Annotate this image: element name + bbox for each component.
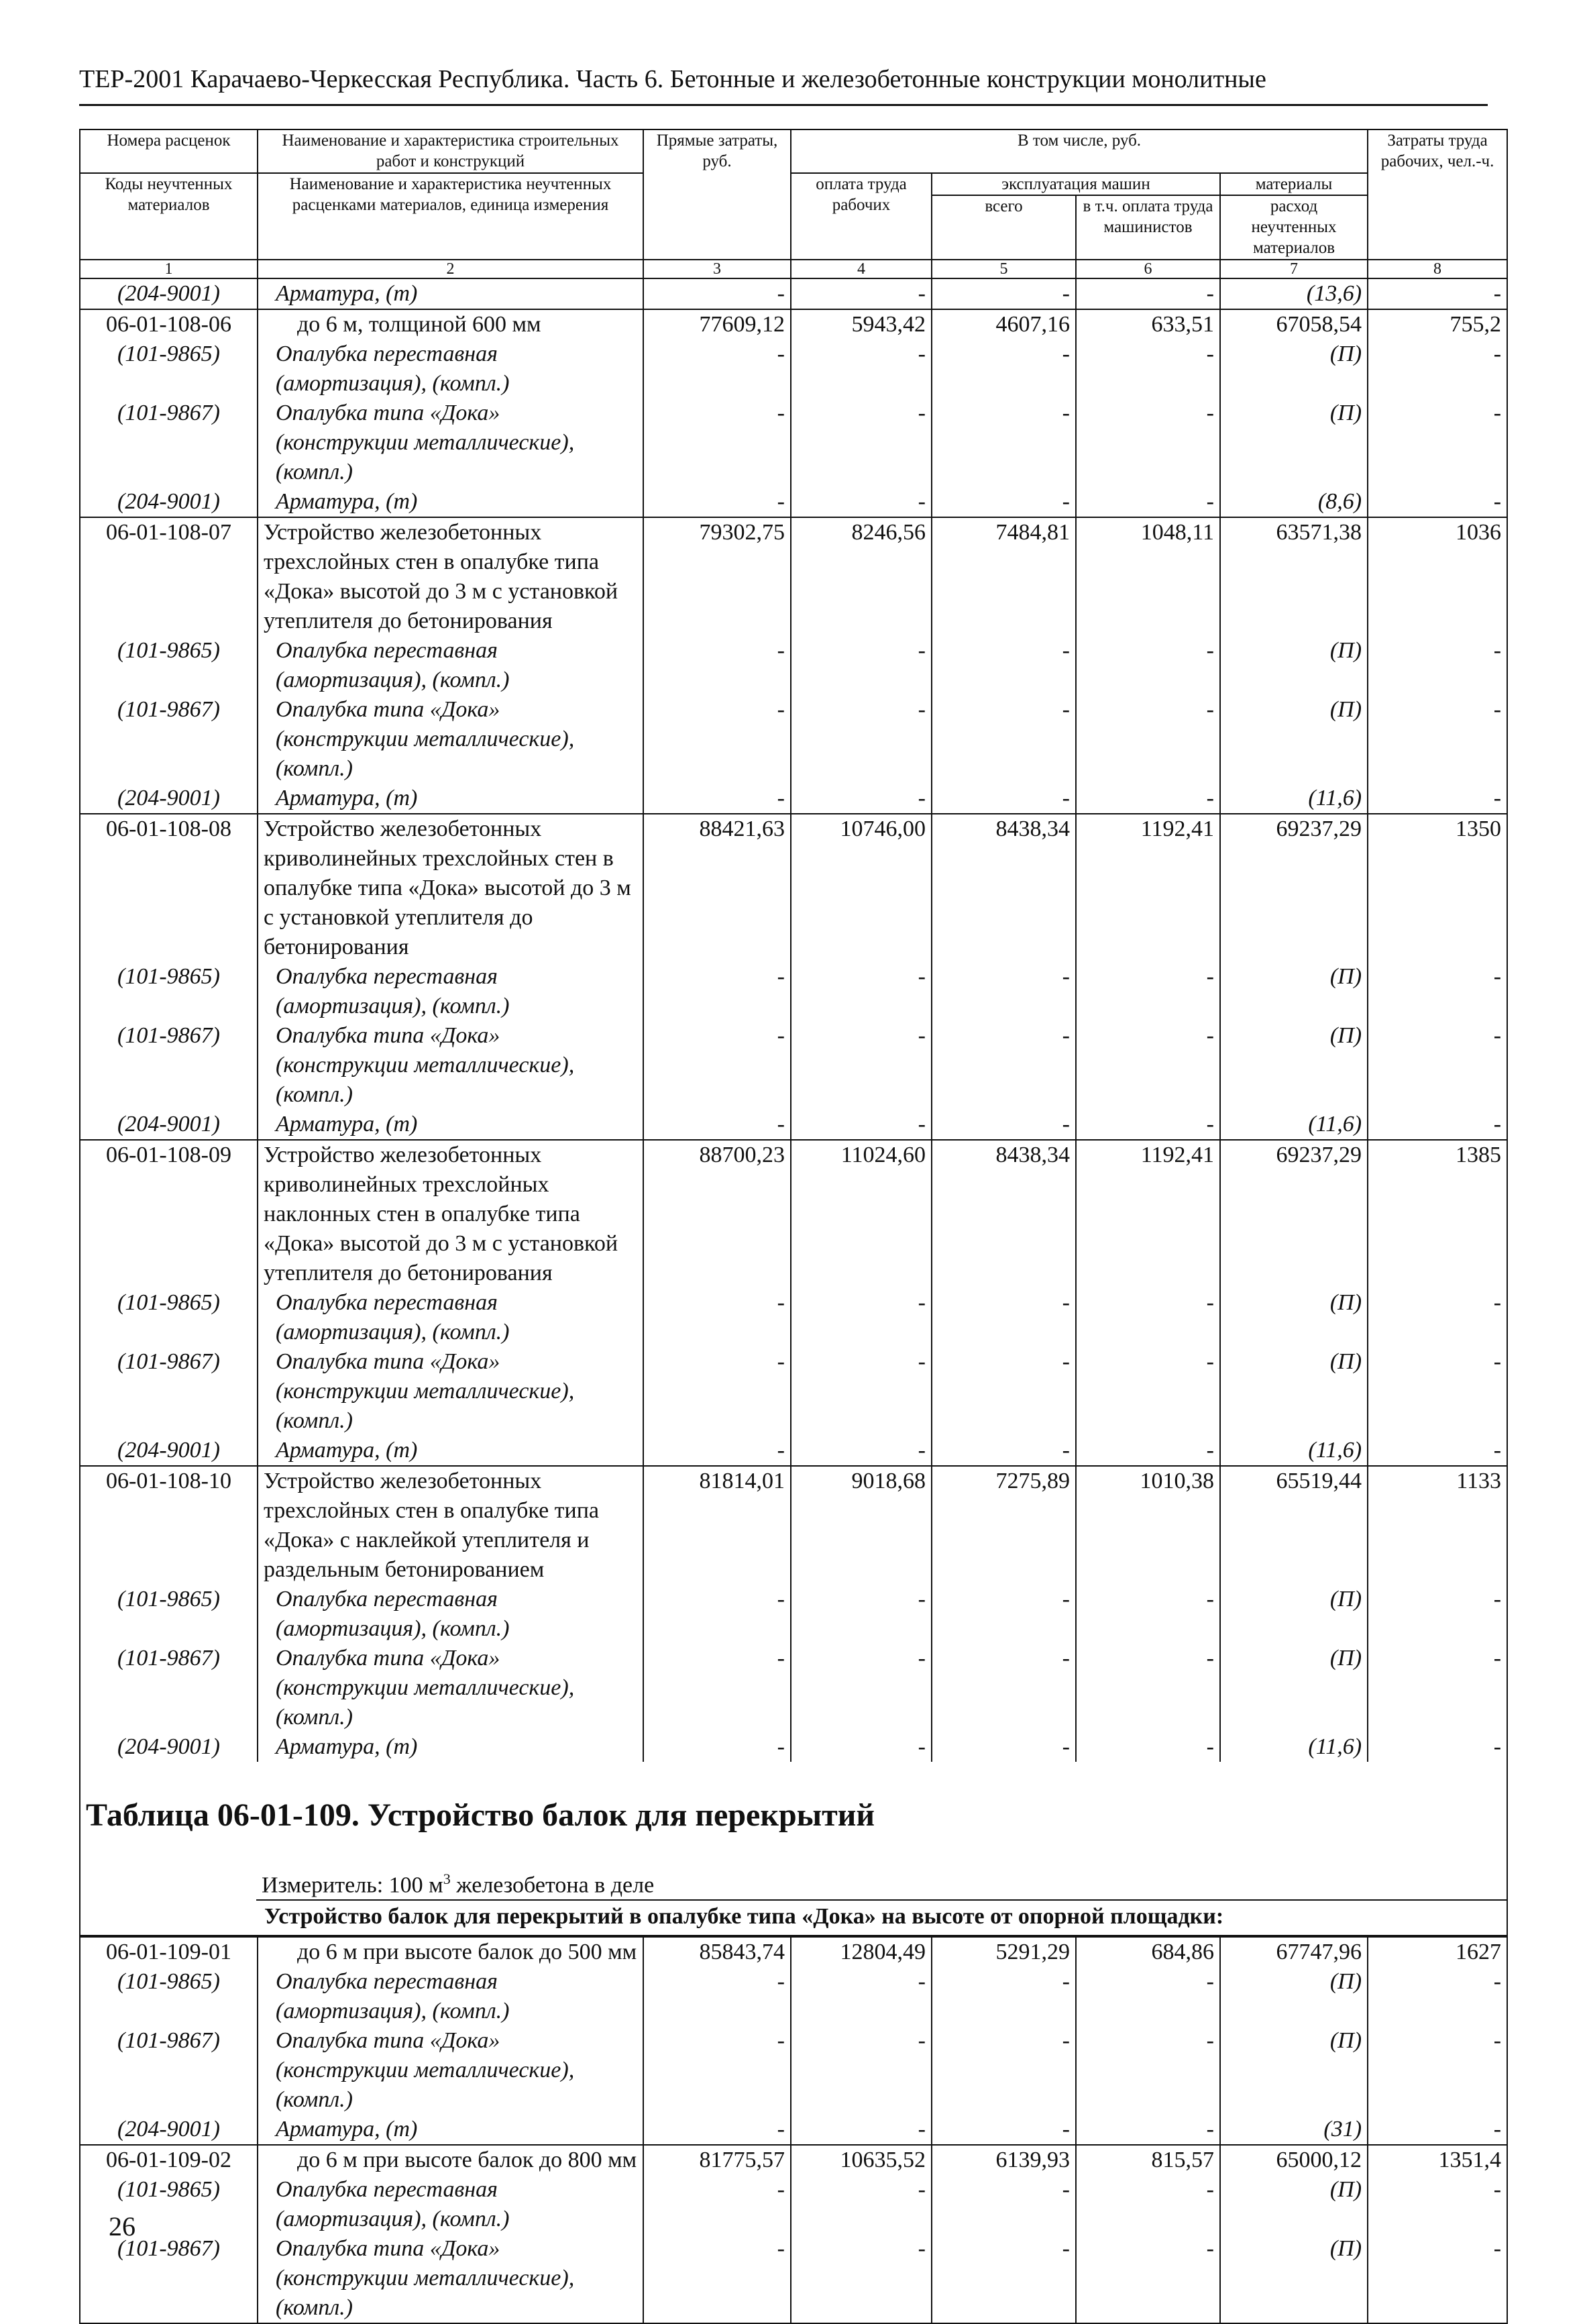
machinists-pay-cell: 1048,11	[1076, 517, 1220, 636]
materials-cell: (П)	[1220, 1347, 1368, 1436]
direct-costs-cell: -	[643, 399, 791, 487]
labor-hours-cell: -	[1368, 1967, 1507, 2026]
material-row	[80, 1288, 1507, 1347]
column-number: 1	[80, 260, 258, 278]
labor-hours-cell: -	[1368, 962, 1507, 1021]
direct-costs-cell: 88700,23	[643, 1140, 791, 1288]
machines-total-cell: 5291,29	[932, 1937, 1076, 1967]
machines-total-cell: -	[932, 695, 1076, 784]
labor-pay-cell: -	[791, 695, 932, 784]
description-cell: до 6 м при высоте балок до 500 мм	[258, 1937, 643, 1967]
labor-hours-cell: -	[1368, 636, 1507, 695]
direct-costs-cell: 79302,75	[643, 517, 791, 636]
machinists-pay-cell: -	[1076, 636, 1220, 695]
machinists-pay-cell: 1192,41	[1076, 814, 1220, 962]
labor-hours-cell: -	[1368, 1288, 1507, 1347]
direct-costs-cell: -	[643, 1021, 791, 1110]
rate-code-cell: 06-01-108-10	[80, 1466, 258, 1585]
description-cell: Опалубка переставная (амортизация), (компл.)	[258, 962, 643, 1021]
rate-code-cell: (101-9867)	[80, 399, 258, 487]
labor-pay-cell: 10746,00	[791, 814, 932, 962]
rate-code-cell: (101-9867)	[80, 2026, 258, 2115]
machinists-pay-cell: -	[1076, 962, 1220, 1021]
machinists-pay-cell: -	[1076, 2175, 1220, 2234]
rate-code-cell: (101-9867)	[80, 1347, 258, 1436]
description-cell: Устройство железобетонных криволинейных трехслойных стен в опалубке типа «Дока» высотой до 3 м с установкой утеплителя до бетонирования	[258, 814, 643, 962]
col1-top-header: Номера расценок	[80, 129, 258, 173]
description-cell: Опалубка переставная (амортизация), (компл.)	[258, 636, 643, 695]
rate-code-cell: 06-01-109-02	[80, 2145, 258, 2175]
materials-cell: (11,6)	[1220, 1732, 1368, 1762]
direct-costs-cell: -	[643, 695, 791, 784]
machines-total-cell: -	[932, 2026, 1076, 2115]
labor-hours-cell: 1351,4	[1368, 2145, 1507, 2175]
direct-costs-cell: -	[643, 1288, 791, 1347]
machinists-pay-cell: -	[1076, 1436, 1220, 1466]
labor-hours-cell: -	[1368, 695, 1507, 784]
labor-pay-cell: 12804,49	[791, 1937, 932, 1967]
rate-row	[80, 1466, 1507, 1585]
rate-code-cell: (101-9865)	[80, 636, 258, 695]
rates-body-2	[80, 1937, 1507, 2323]
labor-hours-cell: -	[1368, 1732, 1507, 1762]
materials-cell: (П)	[1220, 1644, 1368, 1732]
description-cell: Опалубка типа «Дока» (конструкции металлические), (компл.)	[258, 695, 643, 784]
section-meter: Измеритель: 100 $м^3$ железобетона в деле	[262, 1870, 655, 1897]
description-cell: Опалубка переставная (амортизация), (компл.)	[258, 1288, 643, 1347]
labor-pay-cell: -	[791, 636, 932, 695]
direct-costs-header: Прямые затраты, руб.	[643, 129, 791, 260]
labor-pay-cell: -	[791, 1732, 932, 1762]
description-cell: Опалубка переставная (амортизация), (компл.)	[258, 1585, 643, 1644]
material-row	[80, 695, 1507, 784]
direct-costs-cell: -	[643, 1347, 791, 1436]
rate-code-cell: (101-9867)	[80, 1644, 258, 1732]
page-header: ТЕР-2001 Карачаево-Черкесская Республика. Часть 6. Бетонные и железобетонные конструкции монолитные	[79, 65, 1266, 93]
description-cell: Устройство железобетонных трехслойных стен в опалубке типа «Дока» с наклейкой утеплителя и раздельным бетонированием	[258, 1466, 643, 1585]
rates-table	[79, 129, 1508, 2324]
materials-cell: (П)	[1220, 962, 1368, 1021]
material-row	[80, 1021, 1507, 1110]
labor-pay-cell: -	[791, 1967, 932, 2026]
labor-hours-cell: -	[1368, 1347, 1507, 1436]
rate-row	[80, 1937, 1507, 1967]
machines-total-cell: -	[932, 1021, 1076, 1110]
machines-total-cell: -	[932, 1644, 1076, 1732]
direct-costs-cell: -	[643, 962, 791, 1021]
material-row	[80, 1436, 1507, 1466]
rate-code-cell: (101-9865)	[80, 962, 258, 1021]
materials-cell: 67058,54	[1220, 309, 1368, 339]
labor-hours-cell: -	[1368, 1644, 1507, 1732]
material-row	[80, 2026, 1507, 2115]
rate-row	[80, 517, 1507, 636]
direct-costs-cell: 81814,01	[643, 1466, 791, 1585]
rate-code-cell: 06-01-108-09	[80, 1140, 258, 1288]
material-row	[80, 2234, 1507, 2323]
rate-code-cell: (101-9865)	[80, 339, 258, 399]
rate-code-cell: (204-9001)	[80, 784, 258, 814]
machinists-pay-cell: -	[1076, 1347, 1220, 1436]
materials-cell: (31)	[1220, 2115, 1368, 2145]
machinists-pay-cell: -	[1076, 278, 1220, 309]
machinists-pay-cell: -	[1076, 1644, 1220, 1732]
materials-cell: 69237,29	[1220, 1140, 1368, 1288]
description-cell: Опалубка типа «Дока» (конструкции металлические), (компл.)	[258, 1021, 643, 1110]
direct-costs-cell: -	[643, 2026, 791, 2115]
machines-total-cell: 8438,34	[932, 814, 1076, 962]
material-row	[80, 636, 1507, 695]
machinists-pay-cell: -	[1076, 695, 1220, 784]
description-cell: Опалубка переставная (амортизация), (компл.)	[258, 339, 643, 399]
material-row	[80, 399, 1507, 487]
machinists-pay-cell: -	[1076, 1021, 1220, 1110]
direct-costs-cell: -	[643, 339, 791, 399]
machines-total-cell: 4607,16	[932, 309, 1076, 339]
labor-hours-cell: 1133	[1368, 1466, 1507, 1585]
direct-costs-cell: -	[643, 1967, 791, 2026]
machines-total-cell: -	[932, 1436, 1076, 1466]
labor-hours-cell: 1627	[1368, 1937, 1507, 1967]
material-row	[80, 1732, 1507, 1762]
machines-total-cell: -	[932, 1347, 1076, 1436]
description-cell: Опалубка типа «Дока» (конструкции металлические), (компл.)	[258, 1644, 643, 1732]
description-cell: Опалубка типа «Дока» (конструкции металлические), (компл.)	[258, 399, 643, 487]
rate-code-cell: (204-9001)	[80, 487, 258, 517]
direct-costs-cell: -	[643, 2115, 791, 2145]
machinists-pay-cell: -	[1076, 339, 1220, 399]
labor-hours-cell: -	[1368, 487, 1507, 517]
machinists-pay-cell: -	[1076, 1732, 1220, 1762]
machines-total-cell: -	[932, 1585, 1076, 1644]
materials-sub-header: расход неучтенных материалов	[1220, 195, 1368, 260]
rates-body-1	[80, 278, 1507, 1762]
description-cell: Опалубка типа «Дока» (конструкции металлические), (компл.)	[258, 2026, 643, 2115]
description-cell: Арматура, (т)	[258, 1732, 643, 1762]
machines-total-cell: 7275,89	[932, 1466, 1076, 1585]
machines-total-cell: -	[932, 399, 1076, 487]
labor-hours-cell: -	[1368, 1585, 1507, 1644]
labor-hours-cell: -	[1368, 2026, 1507, 2115]
rate-code-cell: (101-9865)	[80, 1585, 258, 1644]
rate-row	[80, 1140, 1507, 1288]
labor-pay-cell: -	[791, 339, 932, 399]
labor-pay-cell: -	[791, 1110, 932, 1140]
machines-total-cell: -	[932, 2115, 1076, 2145]
machines-total-cell: -	[932, 1732, 1076, 1762]
materials-cell: (П)	[1220, 2175, 1368, 2234]
labor-pay-header: оплата труда рабочих	[791, 173, 932, 260]
materials-cell: 63571,38	[1220, 517, 1368, 636]
labor-pay-cell: -	[791, 2115, 932, 2145]
materials-cell: (П)	[1220, 1021, 1368, 1110]
machinists-pay-cell: -	[1076, 1585, 1220, 1644]
column-number: 4	[791, 260, 932, 278]
labor-hours-cell: -	[1368, 784, 1507, 814]
materials-header: материалы	[1220, 173, 1368, 195]
labor-hours-cell: -	[1368, 2115, 1507, 2145]
machines-total-cell: -	[932, 2175, 1076, 2234]
labor-pay-cell: -	[791, 2234, 932, 2323]
labor-pay-cell: 11024,60	[791, 1140, 932, 1288]
rate-code-cell: 06-01-108-06	[80, 309, 258, 339]
labor-pay-cell: -	[791, 278, 932, 309]
labor-pay-cell: 10635,52	[791, 2145, 932, 2175]
machinists-pay-cell: -	[1076, 1110, 1220, 1140]
machines-total-cell: -	[932, 1110, 1076, 1140]
header-rule	[79, 104, 1488, 106]
rate-code-cell: (204-9001)	[80, 1436, 258, 1466]
machines-total-cell: -	[932, 278, 1076, 309]
material-row	[80, 1585, 1507, 1644]
including-header: В том числе, руб.	[791, 129, 1368, 173]
description-cell: Арматура, (т)	[258, 1436, 643, 1466]
materials-cell: (11,6)	[1220, 1110, 1368, 1140]
material-row	[80, 1110, 1507, 1140]
materials-cell: 69237,29	[1220, 814, 1368, 962]
labor-hours-cell: -	[1368, 2175, 1507, 2234]
labor-hours-cell: -	[1368, 399, 1507, 487]
materials-cell: (8,6)	[1220, 487, 1368, 517]
labor-pay-cell: -	[791, 1288, 932, 1347]
labor-pay-cell: -	[791, 962, 932, 1021]
machines-header: эксплуатация машин	[932, 173, 1220, 195]
machines-total-cell: -	[932, 2234, 1076, 2323]
direct-costs-cell: -	[643, 1436, 791, 1466]
machinists-pay-cell: 684,86	[1076, 1937, 1220, 1967]
col1-bottom-header: Коды неучтенных материалов	[80, 173, 258, 260]
rate-code-cell: (101-9865)	[80, 1288, 258, 1347]
labor-pay-cell: -	[791, 1585, 932, 1644]
rate-row	[80, 814, 1507, 962]
material-row	[80, 1347, 1507, 1436]
labor-pay-cell: -	[791, 2175, 932, 2234]
column-number: 8	[1368, 260, 1507, 278]
description-cell: Опалубка переставная (амортизация), (компл.)	[258, 1967, 643, 2026]
direct-costs-cell: -	[643, 487, 791, 517]
machinists-pay-cell: 815,57	[1076, 2145, 1220, 2175]
labor-hours-cell: 1350	[1368, 814, 1507, 962]
rates-table-wrap	[79, 129, 1507, 2324]
labor-hours-cell: -	[1368, 339, 1507, 399]
material-row	[80, 962, 1507, 1021]
machines-total-cell: -	[932, 1967, 1076, 2026]
direct-costs-cell: -	[643, 1644, 791, 1732]
direct-costs-cell: -	[643, 1585, 791, 1644]
direct-costs-cell: -	[643, 784, 791, 814]
direct-costs-cell: 85843,74	[643, 1937, 791, 1967]
direct-costs-cell: -	[643, 278, 791, 309]
rate-code-cell: (101-9865)	[80, 1967, 258, 2026]
machines-total-cell: 8438,34	[932, 1140, 1076, 1288]
machinists-pay-cell: -	[1076, 2026, 1220, 2115]
materials-cell: (П)	[1220, 1967, 1368, 2026]
materials-cell: 65000,12	[1220, 2145, 1368, 2175]
labor-hours-cell: -	[1368, 1110, 1507, 1140]
machinists-pay-cell: -	[1076, 2234, 1220, 2323]
direct-costs-cell: 81775,57	[643, 2145, 791, 2175]
materials-cell: (11,6)	[1220, 1436, 1368, 1466]
rate-code-cell: (204-9001)	[80, 1732, 258, 1762]
materials-cell: (П)	[1220, 695, 1368, 784]
labor-hours-cell: -	[1368, 278, 1507, 309]
direct-costs-cell: 88421,63	[643, 814, 791, 962]
description-cell: Арматура, (т)	[258, 1110, 643, 1140]
machinists-header: в т.ч. оплата труда машинистов	[1076, 195, 1220, 260]
machinists-pay-cell: 1010,38	[1076, 1466, 1220, 1585]
direct-costs-cell: -	[643, 1110, 791, 1140]
description-cell: Опалубка типа «Дока» (конструкции металлические), (компл.)	[258, 1347, 643, 1436]
labor-hours-cell: -	[1368, 1021, 1507, 1110]
rate-code-cell: (204-9001)	[80, 278, 258, 309]
machinists-pay-cell: -	[1076, 1967, 1220, 2026]
materials-cell: (П)	[1220, 1288, 1368, 1347]
materials-cell: (П)	[1220, 2234, 1368, 2323]
description-cell: Опалубка переставная (амортизация), (компл.)	[258, 2175, 643, 2234]
labor-hours-cell: 1036	[1368, 517, 1507, 636]
col2-top-header: Наименование и характеристика строительных работ и конструкций	[258, 129, 643, 173]
labor-cost-header: Затраты труда рабочих, чел.-ч.	[1368, 129, 1507, 260]
labor-pay-cell: -	[791, 1644, 932, 1732]
direct-costs-cell: -	[643, 2234, 791, 2323]
machines-total-header: всего	[932, 195, 1076, 260]
section-title: Таблица 06-01-109. Устройство балок для перекрытий	[86, 1797, 875, 1833]
machines-total-cell: -	[932, 339, 1076, 399]
material-row	[80, 1644, 1507, 1732]
rate-code-cell: 06-01-109-01	[80, 1937, 258, 1967]
machines-total-cell: 7484,81	[932, 517, 1076, 636]
labor-pay-cell: 8246,56	[791, 517, 932, 636]
page-number: 26	[109, 2211, 135, 2241]
machines-total-cell: -	[932, 487, 1076, 517]
description-cell: Опалубка типа «Дока» (конструкции металлические), (компл.)	[258, 2234, 643, 2323]
labor-pay-cell: -	[791, 2026, 932, 2115]
section-block	[80, 1762, 1507, 1937]
column-number: 6	[1076, 260, 1220, 278]
materials-cell: (П)	[1220, 339, 1368, 399]
machines-total-cell: -	[932, 636, 1076, 695]
materials-cell: (11,6)	[1220, 784, 1368, 814]
description-cell: Арматура, (т)	[258, 2115, 643, 2145]
material-row	[80, 1967, 1507, 2026]
machinists-pay-cell: 633,51	[1076, 309, 1220, 339]
labor-hours-cell: 1385	[1368, 1140, 1507, 1288]
material-row	[80, 2175, 1507, 2234]
rate-code-cell: (204-9001)	[80, 2115, 258, 2145]
description-cell: Устройство железобетонных трехслойных стен в опалубке типа «Дока» высотой до 3 м с установкой утеплителя до бетонирования	[258, 517, 643, 636]
materials-cell: (П)	[1220, 399, 1368, 487]
rate-row	[80, 309, 1507, 339]
column-number: 3	[643, 260, 791, 278]
materials-cell: (П)	[1220, 636, 1368, 695]
description-cell: Арматура, (т)	[258, 784, 643, 814]
rate-code-cell: (101-9867)	[80, 1021, 258, 1110]
machinists-pay-cell: -	[1076, 2115, 1220, 2145]
labor-pay-cell: 9018,68	[791, 1466, 932, 1585]
materials-cell: (П)	[1220, 1585, 1368, 1644]
labor-pay-cell: 5943,42	[791, 309, 932, 339]
direct-costs-cell: 77609,12	[643, 309, 791, 339]
col2-bottom-header: Наименование и характеристика неучтенных расценками материалов, единица измерения	[258, 173, 643, 260]
materials-cell: 65519,44	[1220, 1466, 1368, 1585]
materials-cell: (13,6)	[1220, 278, 1368, 309]
machinists-pay-cell: -	[1076, 487, 1220, 517]
labor-pay-cell: -	[791, 1347, 932, 1436]
description-cell: Арматура, (т)	[258, 278, 643, 309]
labor-pay-cell: -	[791, 784, 932, 814]
machinists-pay-cell: -	[1076, 399, 1220, 487]
direct-costs-cell: -	[643, 2175, 791, 2234]
labor-hours-cell: 755,2	[1368, 309, 1507, 339]
machinists-pay-cell: 1192,41	[1076, 1140, 1220, 1288]
material-row	[80, 339, 1507, 399]
labor-pay-cell: -	[791, 399, 932, 487]
machinists-pay-cell: -	[1076, 1288, 1220, 1347]
description-cell: до 6 м при высоте балок до 800 мм	[258, 2145, 643, 2175]
materials-cell: (П)	[1220, 2026, 1368, 2115]
description-cell: Арматура, (т)	[258, 487, 643, 517]
labor-pay-cell: -	[791, 1021, 932, 1110]
material-row	[80, 2115, 1507, 2145]
direct-costs-cell: -	[643, 1732, 791, 1762]
description-cell: до 6 м, толщиной 600 мм	[258, 309, 643, 339]
direct-costs-cell: -	[643, 636, 791, 695]
machinists-pay-cell: -	[1076, 784, 1220, 814]
column-number: 7	[1220, 260, 1368, 278]
labor-pay-cell: -	[791, 1436, 932, 1466]
description-cell: Устройство железобетонных криволинейных трехслойных наклонных стен в опалубке типа «Дока» высотой до 3 м с установкой утеплителя до бетонирования	[258, 1140, 643, 1288]
rate-code-cell: (204-9001)	[80, 1110, 258, 1140]
machines-total-cell: -	[932, 784, 1076, 814]
labor-hours-cell: -	[1368, 2234, 1507, 2323]
column-number: 2	[258, 260, 643, 278]
labor-pay-cell: -	[791, 487, 932, 517]
section-subheading: Устройство балок для перекрытий в опалубке типа «Дока» на высоте от опорной площадки:	[264, 1903, 1224, 1929]
machines-total-cell: -	[932, 1288, 1076, 1347]
rate-code-cell: 06-01-108-07	[80, 517, 258, 636]
rate-code-cell: 06-01-108-08	[80, 814, 258, 962]
rate-code-cell: (101-9867)	[80, 2234, 258, 2323]
materials-cell: 67747,96	[1220, 1937, 1368, 1967]
material-row	[80, 784, 1507, 814]
rate-code-cell: (101-9865)	[80, 2175, 258, 2234]
rate-row	[80, 2145, 1507, 2175]
material-row	[80, 487, 1507, 517]
labor-hours-cell: -	[1368, 1436, 1507, 1466]
machines-total-cell: 6139,93	[932, 2145, 1076, 2175]
material-row	[80, 278, 1507, 309]
column-number: 5	[932, 260, 1076, 278]
rate-code-cell: (101-9867)	[80, 695, 258, 784]
machines-total-cell: -	[932, 962, 1076, 1021]
